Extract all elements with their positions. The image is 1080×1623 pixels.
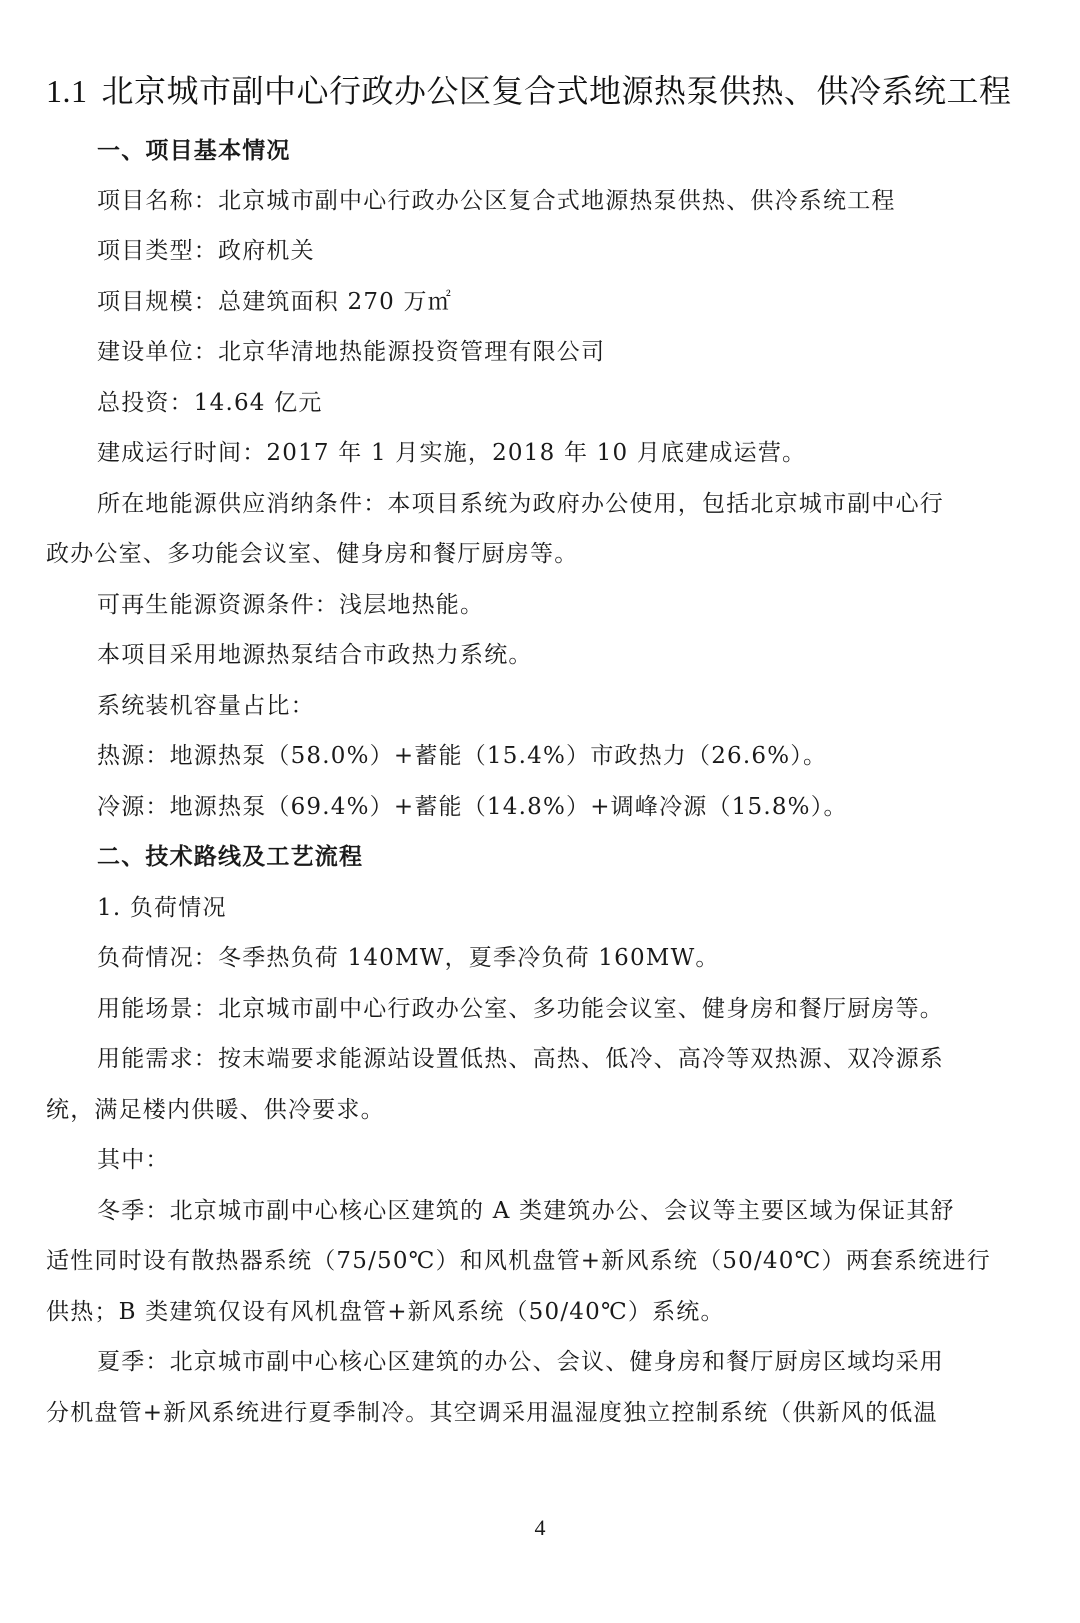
among-line: 其中： <box>97 1147 170 1173</box>
investment-line: 总投资：14.64 亿元 <box>97 390 323 416</box>
demand-line-2: 统，满足楼内供暖、供冷要求。 <box>46 1097 385 1123</box>
renewable-line: 可再生能源资源条件：浅层地热能。 <box>97 592 485 618</box>
winter-line-3: 供热；B 类建筑仅设有风机盘管+新风系统（50/40℃）系统。 <box>46 1299 725 1325</box>
scenario-line: 用能场景：北京城市副中心行政办公室、多功能会议室、健身房和餐厅厨房等。 <box>97 996 944 1022</box>
subheading-load: 1. 负荷情况 <box>97 895 227 921</box>
page-number: 4 <box>534 1515 546 1540</box>
system-line: 本项目采用地源热泵结合市政热力系统。 <box>97 642 533 668</box>
title-text: 北京城市副中心行政办公区复合式地源热泵供热、供冷系统工程 <box>101 72 1012 110</box>
document-title <box>46 66 1012 112</box>
summer-line-1: 夏季：北京城市副中心核心区建筑的办公、会议、健身房和餐厅厨房区域均采用 <box>97 1349 944 1375</box>
section-heading-technical-route: 二、技术路线及工艺流程 <box>97 843 364 870</box>
summer-line-2: 分机盘管+新风系统进行夏季制冷。其空调采用温湿度独立控制系统（供新风的低温 <box>46 1400 938 1426</box>
cold-source-line: 冷源：地源热泵（69.4%）+蓄能（14.8%）+调峰冷源（15.8%）。 <box>97 794 848 820</box>
title-number: 1.1 <box>46 73 88 109</box>
capacity-ratio-line: 系统装机容量占比： <box>97 693 315 719</box>
section-heading-basic-info: 一、项目基本情况 <box>97 137 291 164</box>
builder-line: 建设单位：北京华清地热能源投资管理有限公司 <box>97 339 606 365</box>
heat-source-line: 热源：地源热泵（58.0%）+蓄能（15.4%）市政热力（26.6%）。 <box>97 743 828 769</box>
load-line: 负荷情况：冬季热负荷 140MW，夏季冷负荷 160MW。 <box>97 945 720 971</box>
project-type-line: 项目类型：政府机关 <box>97 238 315 264</box>
winter-line-2: 适性同时设有散热器系统（75/50℃）和风机盘管+新风系统（50/40℃）两套系统进行 <box>46 1248 991 1274</box>
project-scale-line: 项目规模：总建筑面积 270 万㎡ <box>97 289 452 315</box>
winter-line-1: 冬季：北京城市副中心核心区建筑的 A 类建筑办公、会议等主要区域为保证其舒 <box>97 1198 955 1224</box>
demand-line-1: 用能需求：按末端要求能源站设置低热、高热、低冷、高冷等双热源、双冷源系 <box>97 1046 944 1072</box>
operation-time-line: 建成运行时间：2017 年 1 月实施，2018 年 10 月底建成运营。 <box>97 440 807 466</box>
project-name-line: 项目名称：北京城市副中心行政办公区复合式地源热泵供热、供冷系统工程 <box>97 188 896 214</box>
energy-conditions-line-2: 政办公室、多功能会议室、健身房和餐厅厨房等。 <box>46 541 579 567</box>
energy-conditions-line-1: 所在地能源供应消纳条件：本项目系统为政府办公使用，包括北京城市副中心行 <box>97 491 944 517</box>
